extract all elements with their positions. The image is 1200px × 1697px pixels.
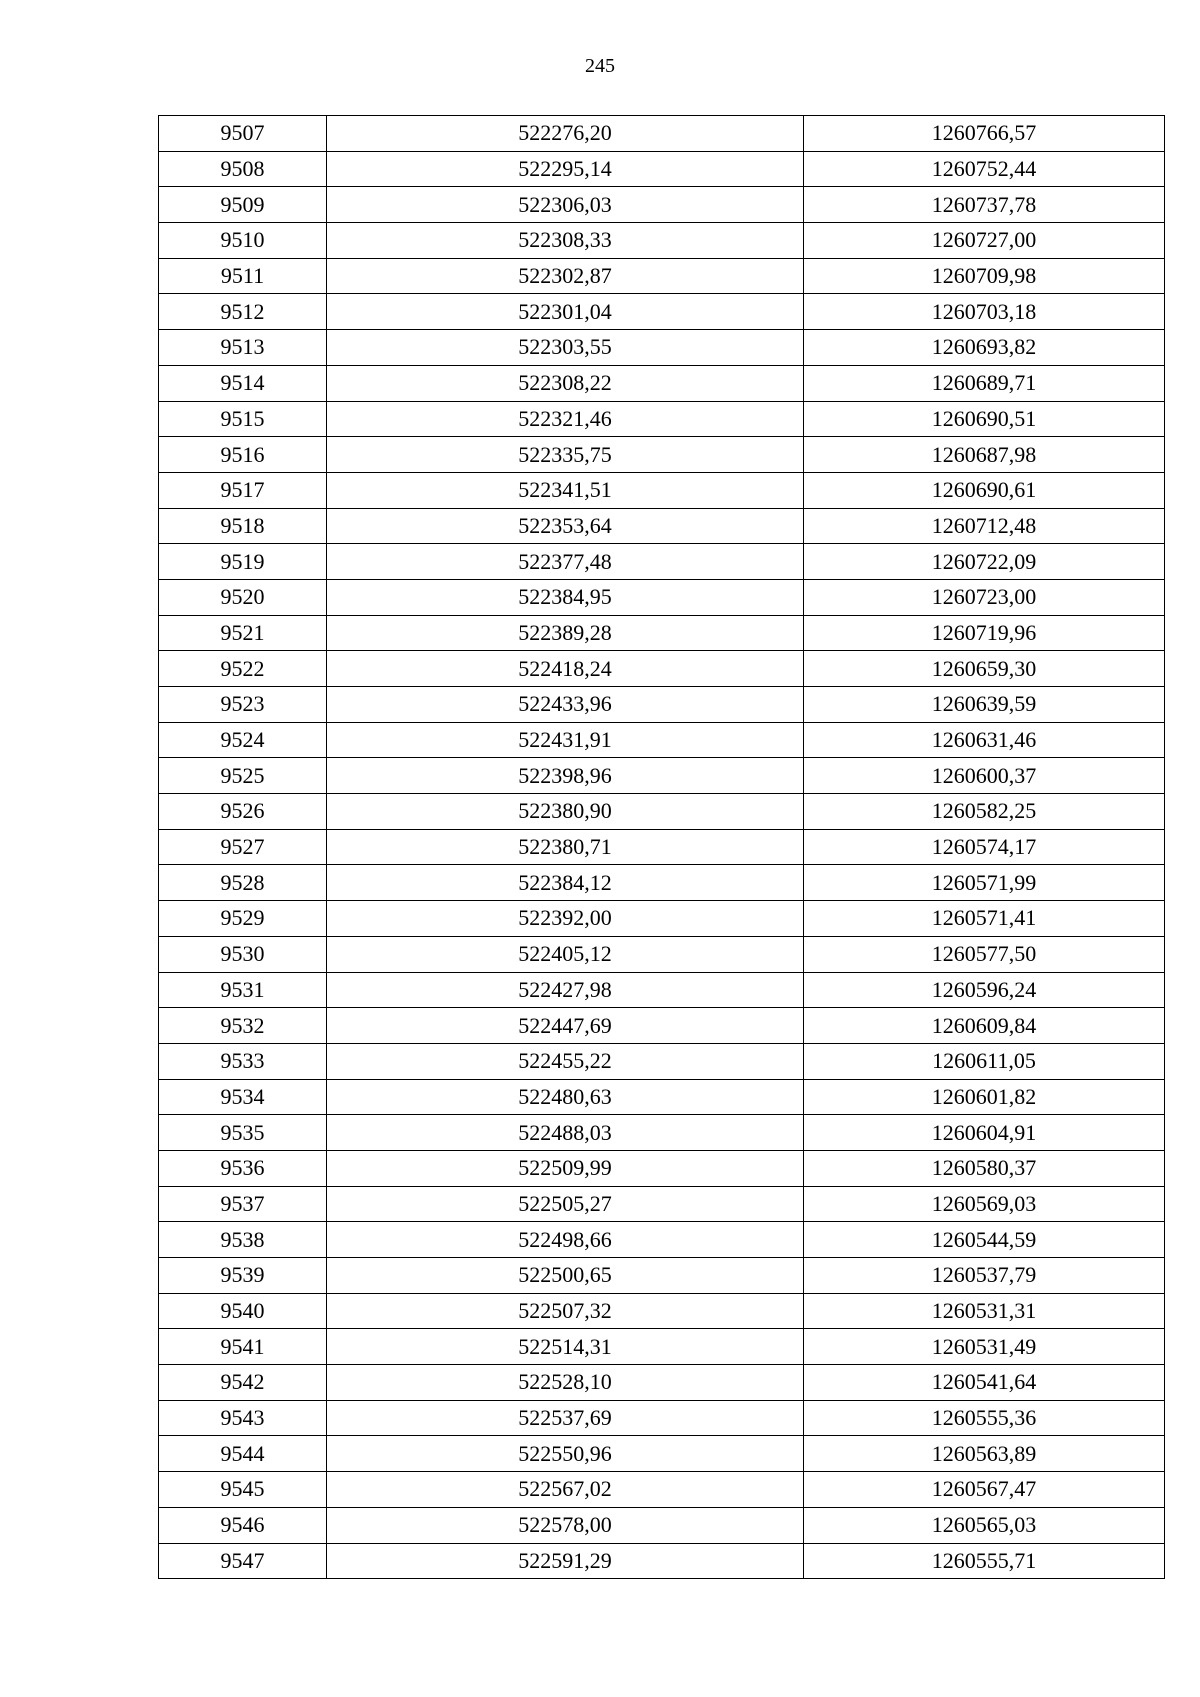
point-number-cell: 9531 [159,972,327,1008]
y-coordinate-cell: 1260631,46 [804,722,1165,758]
table-row [159,1043,1165,1079]
x-coordinate-cell: 522455,22 [327,1043,804,1079]
table-row [159,865,1165,901]
x-coordinate-cell: 522505,27 [327,1186,804,1222]
x-coordinate-cell: 522500,65 [327,1258,804,1294]
point-number-cell: 9507 [159,116,327,152]
y-coordinate-cell: 1260580,37 [804,1150,1165,1186]
point-number-cell: 9519 [159,544,327,580]
table-row [159,1543,1165,1579]
y-coordinate-cell: 1260703,18 [804,294,1165,330]
point-number-cell: 9529 [159,901,327,937]
x-coordinate-cell: 522335,75 [327,437,804,473]
point-number-cell: 9524 [159,722,327,758]
table-row [159,1293,1165,1329]
table-row [159,1186,1165,1222]
y-coordinate-cell: 1260531,49 [804,1329,1165,1365]
x-coordinate-cell: 522276,20 [327,116,804,152]
y-coordinate-cell: 1260563,89 [804,1436,1165,1472]
y-coordinate-cell: 1260611,05 [804,1043,1165,1079]
x-coordinate-cell: 522528,10 [327,1365,804,1401]
x-coordinate-cell: 522488,03 [327,1115,804,1151]
table-row [159,758,1165,794]
y-coordinate-cell: 1260690,61 [804,472,1165,508]
table-row [159,1222,1165,1258]
table-row [159,1436,1165,1472]
x-coordinate-cell: 522578,00 [327,1507,804,1543]
point-number-cell: 9508 [159,151,327,187]
coordinates-table-body [159,116,1165,1579]
x-coordinate-cell: 522380,90 [327,794,804,830]
x-coordinate-cell: 522384,12 [327,865,804,901]
table-row [159,687,1165,723]
y-coordinate-cell: 1260690,51 [804,401,1165,437]
y-coordinate-cell: 1260565,03 [804,1507,1165,1543]
x-coordinate-cell: 522507,32 [327,1293,804,1329]
point-number-cell: 9521 [159,615,327,651]
x-coordinate-cell: 522308,22 [327,365,804,401]
y-coordinate-cell: 1260600,37 [804,758,1165,794]
y-coordinate-cell: 1260712,48 [804,508,1165,544]
y-coordinate-cell: 1260537,79 [804,1258,1165,1294]
x-coordinate-cell: 522377,48 [327,544,804,580]
y-coordinate-cell: 1260555,36 [804,1400,1165,1436]
y-coordinate-cell: 1260689,71 [804,365,1165,401]
x-coordinate-cell: 522384,95 [327,579,804,615]
table-row [159,151,1165,187]
table-row [159,508,1165,544]
y-coordinate-cell: 1260567,47 [804,1472,1165,1508]
table-row [159,1400,1165,1436]
x-coordinate-cell: 522308,33 [327,223,804,259]
y-coordinate-cell: 1260727,00 [804,223,1165,259]
table-row [159,1329,1165,1365]
x-coordinate-cell: 522321,46 [327,401,804,437]
table-row [159,1008,1165,1044]
table-row [159,972,1165,1008]
point-number-cell: 9542 [159,1365,327,1401]
y-coordinate-cell: 1260577,50 [804,936,1165,972]
table-row [159,936,1165,972]
page-number: 245 [585,55,615,77]
point-number-cell: 9523 [159,687,327,723]
point-number-cell: 9514 [159,365,327,401]
x-coordinate-cell: 522398,96 [327,758,804,794]
x-coordinate-cell: 522392,00 [327,901,804,937]
y-coordinate-cell: 1260569,03 [804,1186,1165,1222]
y-coordinate-cell: 1260639,59 [804,687,1165,723]
table-row [159,294,1165,330]
x-coordinate-cell: 522389,28 [327,615,804,651]
y-coordinate-cell: 1260531,31 [804,1293,1165,1329]
point-number-cell: 9543 [159,1400,327,1436]
table-row [159,116,1165,152]
table-row [159,579,1165,615]
x-coordinate-cell: 522303,55 [327,330,804,366]
point-number-cell: 9513 [159,330,327,366]
table-row [159,651,1165,687]
x-coordinate-cell: 522431,91 [327,722,804,758]
y-coordinate-cell: 1260719,96 [804,615,1165,651]
x-coordinate-cell: 522591,29 [327,1543,804,1579]
point-number-cell: 9534 [159,1079,327,1115]
table-row [159,794,1165,830]
point-number-cell: 9510 [159,223,327,259]
y-coordinate-cell: 1260723,00 [804,579,1165,615]
point-number-cell: 9528 [159,865,327,901]
point-number-cell: 9535 [159,1115,327,1151]
x-coordinate-cell: 522480,63 [327,1079,804,1115]
point-number-cell: 9509 [159,187,327,223]
table-row [159,187,1165,223]
y-coordinate-cell: 1260687,98 [804,437,1165,473]
point-number-cell: 9547 [159,1543,327,1579]
y-coordinate-cell: 1260659,30 [804,651,1165,687]
table-row [159,223,1165,259]
point-number-cell: 9515 [159,401,327,437]
x-coordinate-cell: 522427,98 [327,972,804,1008]
y-coordinate-cell: 1260541,64 [804,1365,1165,1401]
point-number-cell: 9527 [159,829,327,865]
point-number-cell: 9512 [159,294,327,330]
table-row [159,1258,1165,1294]
x-coordinate-cell: 522433,96 [327,687,804,723]
x-coordinate-cell: 522295,14 [327,151,804,187]
y-coordinate-cell: 1260604,91 [804,1115,1165,1151]
point-number-cell: 9516 [159,437,327,473]
point-number-cell: 9518 [159,508,327,544]
x-coordinate-cell: 522418,24 [327,651,804,687]
table-row [159,401,1165,437]
y-coordinate-cell: 1260693,82 [804,330,1165,366]
table-row [159,258,1165,294]
y-coordinate-cell: 1260752,44 [804,151,1165,187]
point-number-cell: 9545 [159,1472,327,1508]
point-number-cell: 9511 [159,258,327,294]
x-coordinate-cell: 522550,96 [327,1436,804,1472]
x-coordinate-cell: 522537,69 [327,1400,804,1436]
y-coordinate-cell: 1260571,41 [804,901,1165,937]
point-number-cell: 9526 [159,794,327,830]
point-number-cell: 9546 [159,1507,327,1543]
point-number-cell: 9538 [159,1222,327,1258]
table-row [159,1115,1165,1151]
table-row [159,722,1165,758]
point-number-cell: 9532 [159,1008,327,1044]
y-coordinate-cell: 1260601,82 [804,1079,1165,1115]
point-number-cell: 9539 [159,1258,327,1294]
x-coordinate-cell: 522498,66 [327,1222,804,1258]
point-number-cell: 9540 [159,1293,327,1329]
x-coordinate-cell: 522301,04 [327,294,804,330]
table-row [159,365,1165,401]
table-row [159,829,1165,865]
x-coordinate-cell: 522353,64 [327,508,804,544]
point-number-cell: 9517 [159,472,327,508]
y-coordinate-cell: 1260766,57 [804,116,1165,152]
point-number-cell: 9525 [159,758,327,794]
x-coordinate-cell: 522380,71 [327,829,804,865]
y-coordinate-cell: 1260544,59 [804,1222,1165,1258]
x-coordinate-cell: 522341,51 [327,472,804,508]
table-row [159,1150,1165,1186]
x-coordinate-cell: 522514,31 [327,1329,804,1365]
point-number-cell: 9537 [159,1186,327,1222]
y-coordinate-cell: 1260574,17 [804,829,1165,865]
table-row [159,1365,1165,1401]
point-number-cell: 9530 [159,936,327,972]
x-coordinate-cell: 522509,99 [327,1150,804,1186]
point-number-cell: 9520 [159,579,327,615]
y-coordinate-cell: 1260737,78 [804,187,1165,223]
y-coordinate-cell: 1260582,25 [804,794,1165,830]
x-coordinate-cell: 522405,12 [327,936,804,972]
point-number-cell: 9533 [159,1043,327,1079]
y-coordinate-cell: 1260596,24 [804,972,1165,1008]
point-number-cell: 9522 [159,651,327,687]
table-row [159,544,1165,580]
y-coordinate-cell: 1260555,71 [804,1543,1165,1579]
table-row [159,330,1165,366]
table-row [159,1079,1165,1115]
x-coordinate-cell: 522567,02 [327,1472,804,1508]
table-row [159,472,1165,508]
table-row [159,1472,1165,1508]
coordinates-table [158,115,1165,1579]
point-number-cell: 9541 [159,1329,327,1365]
point-number-cell: 9544 [159,1436,327,1472]
x-coordinate-cell: 522447,69 [327,1008,804,1044]
table-row [159,615,1165,651]
x-coordinate-cell: 522306,03 [327,187,804,223]
table-row [159,1507,1165,1543]
x-coordinate-cell: 522302,87 [327,258,804,294]
y-coordinate-cell: 1260722,09 [804,544,1165,580]
y-coordinate-cell: 1260609,84 [804,1008,1165,1044]
y-coordinate-cell: 1260709,98 [804,258,1165,294]
table-row [159,437,1165,473]
table-row [159,901,1165,937]
y-coordinate-cell: 1260571,99 [804,865,1165,901]
point-number-cell: 9536 [159,1150,327,1186]
